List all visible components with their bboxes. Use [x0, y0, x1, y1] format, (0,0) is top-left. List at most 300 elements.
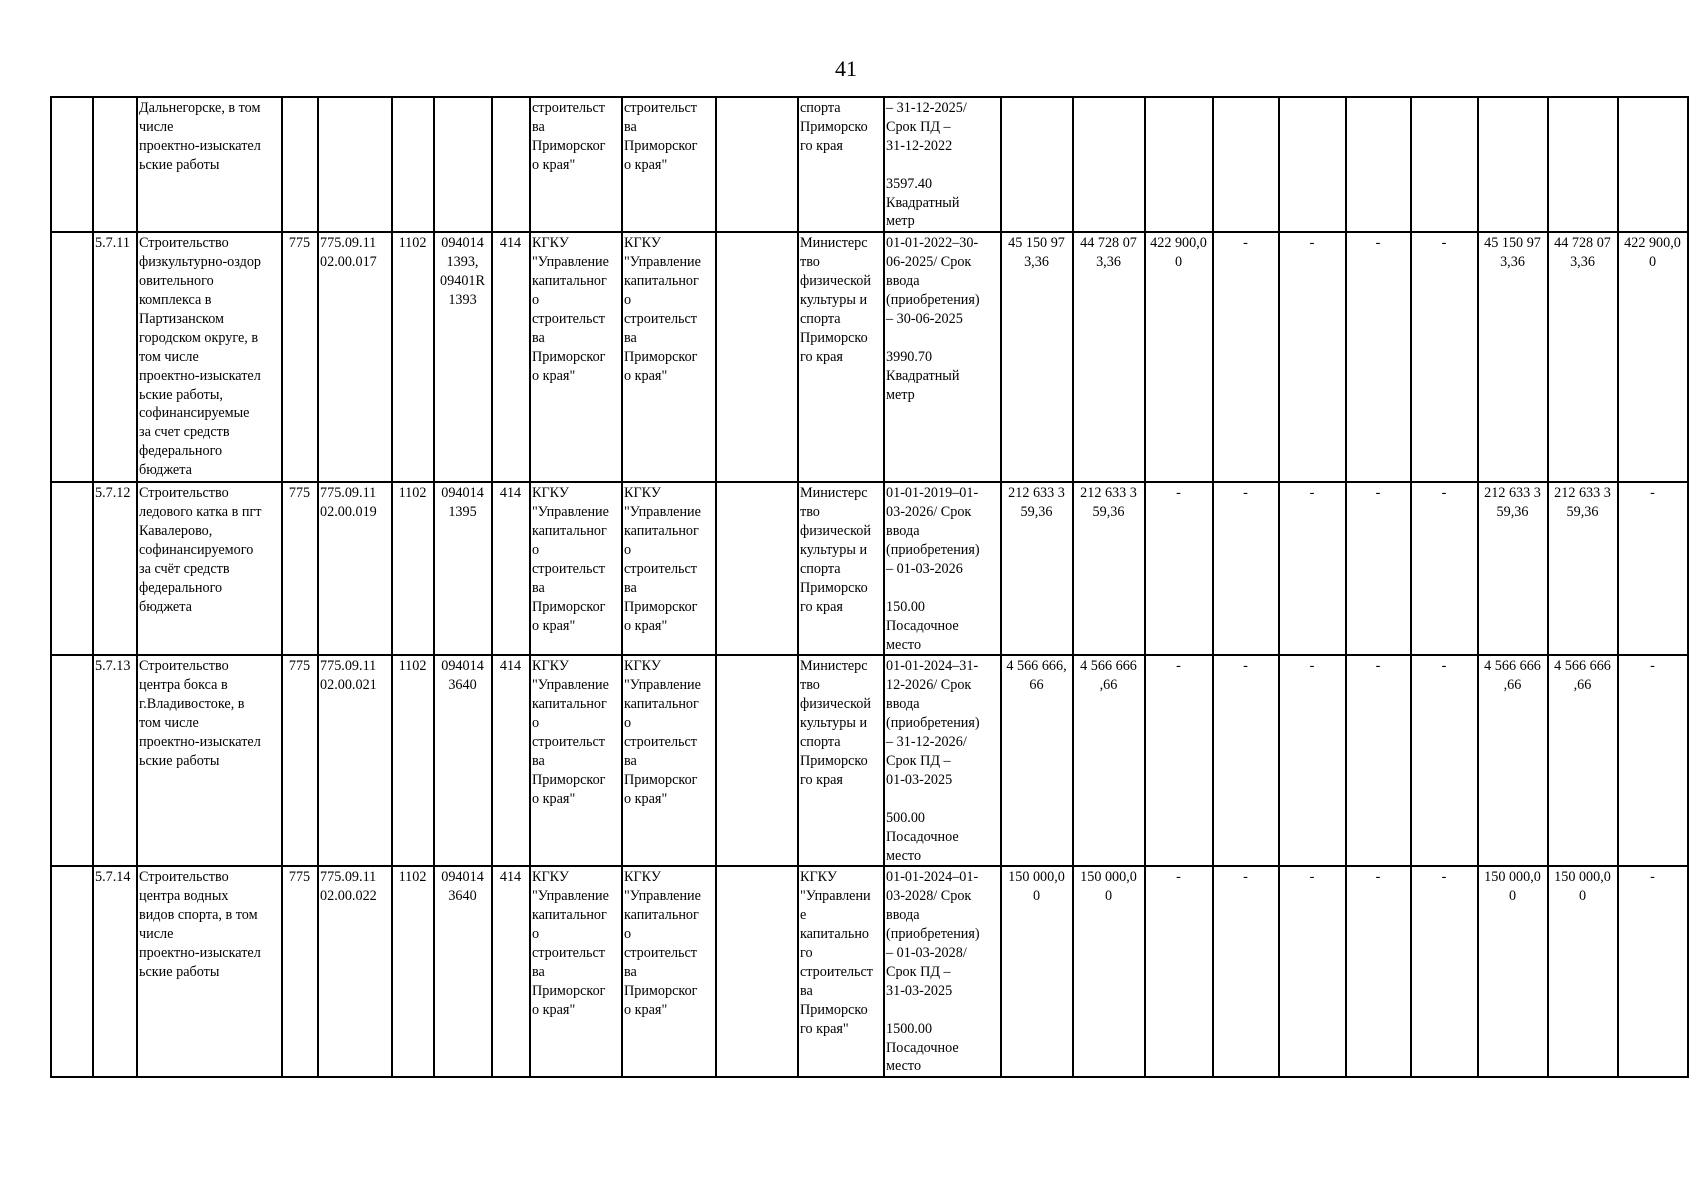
value-regional-line: -	[1176, 658, 1181, 675]
value-col4: -	[1213, 866, 1279, 1077]
object-name-line: ьские работы,	[139, 386, 223, 403]
developer-line: о края"	[624, 367, 668, 384]
customer-line: Приморског	[532, 137, 606, 154]
value-col8-line: 212 633 3	[1484, 485, 1541, 502]
value-col8-line: 4 566 666	[1484, 658, 1541, 675]
object-name	[137, 232, 282, 482]
code-section	[392, 97, 434, 232]
object-name-line: том числе	[139, 348, 199, 365]
value-col9-line: ,66	[1573, 677, 1592, 694]
customer-line: строительст	[532, 734, 605, 751]
value-col9	[1548, 866, 1618, 1077]
value-federal	[1073, 97, 1145, 232]
object-name-line: Строительство	[139, 869, 229, 886]
customer-line: Приморског	[532, 348, 606, 365]
value-col8-line: 45 150 97	[1484, 235, 1541, 252]
customer-line: "Управление	[532, 254, 609, 271]
responsible-body-line: Приморско	[800, 1001, 868, 1018]
code-article	[434, 97, 492, 232]
table-row	[51, 866, 1688, 1077]
customer-line: о края"	[532, 1001, 576, 1018]
period-capacity-line: Срок ПД –	[886, 118, 951, 135]
code-article-line: 1395	[448, 504, 477, 521]
value-regional	[1145, 232, 1213, 482]
developer-line: о края"	[624, 1001, 668, 1018]
value-total-line: 4 566 666,	[1006, 658, 1067, 675]
period-capacity-line: Посадочное	[886, 828, 959, 845]
responsible-body-line: строительст	[800, 963, 873, 980]
value-col7: -	[1411, 232, 1478, 482]
developer-line: ва	[624, 329, 637, 346]
period-capacity-line: 06-2025/ Срок	[886, 254, 972, 271]
customer-line: Приморског	[532, 982, 606, 999]
developer-line: КГКУ	[624, 485, 661, 502]
code-target	[318, 866, 392, 1077]
value-col9-line: 0	[1578, 888, 1587, 905]
empty-cell	[51, 655, 93, 866]
developer-line: "Управление	[624, 677, 701, 694]
object-name-line: проектно-изыскател	[139, 367, 261, 384]
code-target-line: 775.09.11	[320, 658, 377, 675]
customer-line: КГКУ	[532, 658, 569, 675]
empty-cell	[51, 866, 93, 1077]
value-col10	[1618, 482, 1688, 655]
object-name-line: ледового катка в пгт	[139, 504, 262, 521]
customer-line: о	[532, 292, 540, 309]
period-capacity-line: (приобретения)	[886, 926, 980, 943]
code-grbs: 775	[282, 655, 318, 866]
value-col7: -	[1411, 866, 1478, 1077]
row-number	[93, 97, 137, 232]
period-capacity-line: 01-01-2024–01-	[886, 869, 979, 886]
developer-line: КГКУ	[624, 869, 661, 886]
code-grbs: 775	[282, 482, 318, 655]
responsible-body-line: спорта	[800, 310, 841, 327]
code-section: 1102	[392, 655, 434, 866]
code-article-line: 094014	[441, 869, 484, 886]
responsible-body	[798, 482, 884, 655]
code-expense-type: 414	[492, 482, 530, 655]
developer-line: Приморског	[624, 598, 698, 615]
developer-line: Приморског	[624, 771, 698, 788]
value-col10-line: -	[1650, 485, 1655, 502]
customer	[530, 97, 622, 232]
developer-line: "Управление	[624, 254, 701, 271]
blank-cell	[716, 866, 798, 1077]
customer	[530, 482, 622, 655]
customer-line: капитальног	[532, 273, 607, 290]
value-federal	[1073, 482, 1145, 655]
object-name-line: за счет средств	[139, 424, 230, 441]
value-federal-line: 4 566 666	[1080, 658, 1137, 675]
value-total-line: 212 633 3	[1008, 485, 1065, 502]
value-col5: -	[1279, 232, 1346, 482]
value-col9-line: 4 566 666	[1554, 658, 1611, 675]
period-capacity	[884, 866, 1001, 1077]
object-name-line: Строительство	[139, 658, 229, 675]
value-col8	[1478, 97, 1548, 232]
developer-line: Приморског	[624, 982, 698, 999]
responsible-body-line: ва	[800, 982, 813, 999]
value-col9-line: 212 633 3	[1554, 485, 1611, 502]
value-col9-line: 3,36	[1570, 254, 1595, 271]
responsible-body-line: КГКУ	[800, 869, 837, 886]
value-col8-line: ,66	[1503, 677, 1522, 694]
period-capacity	[884, 232, 1001, 482]
object-name-line: Партизанском	[139, 310, 225, 327]
period-capacity-line: Квадратный	[886, 367, 960, 384]
developer-line: КГКУ	[624, 235, 661, 252]
period-capacity-line: Срок ПД –	[886, 753, 951, 769]
object-name-line: г.Владивостоке, в	[139, 696, 245, 713]
developer-line: капитальног	[624, 273, 699, 290]
value-total-line: 3,36	[1024, 254, 1049, 271]
value-regional-line: 422 900,0	[1150, 235, 1207, 252]
object-name-line: федерального	[139, 579, 223, 596]
period-capacity	[884, 655, 1001, 866]
period-capacity-line: – 01-03-2026	[886, 560, 963, 577]
period-capacity-line: Срок ПД –	[886, 963, 951, 980]
code-article-line: 094014	[441, 658, 484, 675]
value-col10	[1618, 866, 1688, 1077]
customer-line: о	[532, 926, 540, 943]
developer-line: строительст	[624, 560, 697, 577]
responsible-body-line: Министерс	[800, 235, 868, 252]
code-article-line: 09401R	[440, 273, 485, 290]
code-grbs: 775	[282, 866, 318, 1077]
period-capacity-line: 01-03-2025	[886, 771, 953, 788]
customer-line: КГКУ	[532, 235, 569, 252]
developer-line: ва	[624, 118, 637, 135]
customer-line: Приморског	[532, 598, 606, 615]
customer-line: строительст	[532, 945, 605, 962]
period-capacity-line: 03-2028/ Срок	[886, 888, 972, 905]
responsible-body-line: культуры и	[800, 292, 868, 309]
period-capacity-line: 3597.40	[886, 175, 933, 192]
period-capacity-line	[886, 156, 998, 175]
code-target-line: 775.09.11	[320, 485, 377, 502]
developer	[622, 482, 716, 655]
period-capacity-line: метр	[886, 213, 915, 230]
value-col10	[1618, 655, 1688, 866]
period-capacity-line	[886, 329, 998, 348]
period-capacity-line: 31-12-2022	[886, 137, 953, 154]
value-col7: -	[1411, 655, 1478, 866]
value-col6: -	[1346, 482, 1411, 655]
responsible-body-line: го края"	[800, 1020, 849, 1037]
object-name-line: городском округе, в	[139, 329, 259, 346]
object-name-line: проектно-изыскател	[139, 945, 261, 962]
responsible-body-line: го края	[800, 598, 843, 615]
value-federal-line: 59,36	[1092, 504, 1125, 521]
row-number: 5.7.14	[93, 866, 137, 1077]
object-name-line: софинансируемые	[139, 405, 250, 422]
period-capacity-line: 1500.00	[886, 1020, 933, 1037]
developer-line: строительст	[624, 100, 697, 116]
value-federal	[1073, 232, 1145, 482]
code-article-line: 094014	[441, 485, 484, 502]
responsible-body-line: культуры и	[800, 542, 868, 559]
customer-line: КГКУ	[532, 869, 569, 886]
customer-line: капитальног	[532, 696, 607, 713]
value-col6: -	[1346, 866, 1411, 1077]
code-article	[434, 866, 492, 1077]
empty-cell	[51, 97, 93, 232]
object-name-line: овительного	[139, 273, 214, 290]
customer-line: строительст	[532, 310, 605, 327]
object-name-line: Дальнегорске, в том	[139, 100, 261, 116]
customer-line: о края"	[532, 790, 576, 807]
code-article-line: 1393	[448, 292, 477, 309]
developer-line: Приморског	[624, 348, 698, 365]
value-federal-line: 150 000,0	[1080, 869, 1137, 886]
developer-line: строительст	[624, 945, 697, 962]
object-name-line: бюджета	[139, 462, 192, 479]
empty-cell	[51, 482, 93, 655]
table-row	[51, 232, 1688, 482]
value-regional-line: 0	[1174, 254, 1183, 271]
responsible-body-line: го края	[800, 348, 843, 365]
value-col7: -	[1411, 482, 1478, 655]
value-total-line: 45 150 97	[1008, 235, 1065, 252]
developer-line: капитальног	[624, 907, 699, 924]
customer-line: о края"	[532, 617, 576, 634]
value-col6	[1346, 97, 1411, 232]
developer-line: "Управление	[624, 888, 701, 905]
value-col8	[1478, 232, 1548, 482]
object-name	[137, 97, 282, 232]
value-col8-line: 150 000,0	[1484, 869, 1541, 886]
object-name-line: числе	[139, 118, 174, 135]
table-row	[51, 482, 1688, 655]
blank-cell	[716, 97, 798, 232]
value-total	[1001, 482, 1073, 655]
responsible-body-line: капитально	[800, 926, 870, 943]
value-federal	[1073, 866, 1145, 1077]
value-col9	[1548, 232, 1618, 482]
value-col9-line: 150 000,0	[1554, 869, 1611, 886]
customer-line: ва	[532, 579, 545, 596]
period-capacity-line: ввода	[886, 273, 920, 290]
code-target	[318, 482, 392, 655]
value-col10-line: -	[1650, 869, 1655, 886]
value-col9-line: 59,36	[1566, 504, 1599, 521]
developer	[622, 655, 716, 866]
responsible-body-line: тво	[800, 677, 820, 694]
responsible-body-line: физической	[800, 273, 871, 290]
developer-line: строительст	[624, 310, 697, 327]
responsible-body-line: го края	[800, 137, 843, 154]
value-col5	[1279, 97, 1346, 232]
value-total	[1001, 232, 1073, 482]
responsible-body-line: Приморско	[800, 753, 868, 769]
period-capacity-line	[886, 790, 998, 809]
value-federal-line: ,66	[1099, 677, 1118, 694]
value-col5: -	[1279, 482, 1346, 655]
value-col4: -	[1213, 655, 1279, 866]
value-regional-line: -	[1176, 485, 1181, 502]
row-number: 5.7.11	[93, 232, 137, 482]
period-capacity-line: (приобретения)	[886, 715, 980, 732]
responsible-body-line: Приморско	[800, 118, 868, 135]
value-total-line: 150 000,0	[1008, 869, 1065, 886]
responsible-body-line: го	[800, 945, 813, 962]
value-col10-line: 422 900,0	[1624, 235, 1681, 252]
value-col10	[1618, 97, 1688, 232]
object-name-line: комплекса в	[139, 292, 212, 309]
responsible-body-line: культуры и	[800, 715, 868, 732]
code-grbs	[282, 97, 318, 232]
responsible-body-line: тво	[800, 504, 820, 521]
customer-line: ва	[532, 329, 545, 346]
code-section: 1102	[392, 482, 434, 655]
code-target	[318, 655, 392, 866]
customer-line: КГКУ	[532, 485, 569, 502]
customer-line: о края"	[532, 156, 576, 173]
customer-line: ва	[532, 753, 545, 769]
period-capacity	[884, 97, 1001, 232]
customer-line: о края"	[532, 367, 576, 384]
value-col8	[1478, 655, 1548, 866]
object-name-line: ьские работы	[139, 753, 220, 769]
responsible-body-line: физической	[800, 523, 871, 540]
code-section: 1102	[392, 866, 434, 1077]
developer-line: о края"	[624, 156, 668, 173]
period-capacity-line: 01-01-2024–31-	[886, 658, 979, 675]
customer	[530, 655, 622, 866]
object-name-line: том числе	[139, 715, 199, 732]
responsible-body	[798, 655, 884, 866]
customer-line: капитальног	[532, 523, 607, 540]
code-target-line: 775.09.11	[320, 869, 377, 886]
value-col10-line: -	[1650, 658, 1655, 675]
value-federal	[1073, 655, 1145, 866]
object-name-line: софинансируемого	[139, 542, 254, 559]
value-total	[1001, 866, 1073, 1077]
developer-line: строительст	[624, 734, 697, 751]
responsible-body-line: го края	[800, 771, 843, 788]
value-col6: -	[1346, 232, 1411, 482]
customer-line: Приморског	[532, 771, 606, 788]
responsible-body-line: Министерс	[800, 658, 868, 675]
customer	[530, 232, 622, 482]
period-capacity-line: ввода	[886, 696, 920, 713]
code-expense-type: 414	[492, 232, 530, 482]
code-article	[434, 232, 492, 482]
period-capacity-line: место	[886, 847, 922, 864]
object-name-line: центра водных	[139, 888, 229, 905]
responsible-body-line: тво	[800, 254, 820, 271]
object-name-line: Строительство	[139, 485, 229, 502]
value-federal-line: 44 728 07	[1080, 235, 1137, 252]
object-name-line: бюджета	[139, 598, 192, 615]
developer	[622, 866, 716, 1077]
developer-line: КГКУ	[624, 658, 661, 675]
value-regional	[1145, 866, 1213, 1077]
developer-line: о	[624, 715, 632, 732]
object-name-line: за счёт средств	[139, 560, 230, 577]
value-total-line: 59,36	[1020, 504, 1053, 521]
period-capacity-line: – 31-12-2026/	[886, 734, 967, 751]
budget-table	[50, 96, 1689, 1078]
value-col9	[1548, 482, 1618, 655]
customer-line: "Управление	[532, 677, 609, 694]
value-col9	[1548, 97, 1618, 232]
value-total-line: 66	[1029, 677, 1044, 694]
period-capacity-line: (приобретения)	[886, 542, 980, 559]
code-target-line: 02.00.021	[320, 677, 377, 694]
responsible-body	[798, 866, 884, 1077]
object-name-line: ьские работы	[139, 156, 220, 173]
code-article-line: 3640	[448, 677, 477, 694]
period-capacity-line: место	[886, 1058, 922, 1075]
period-capacity-line: ввода	[886, 523, 920, 540]
code-section: 1102	[392, 232, 434, 482]
period-capacity-line: 3990.70	[886, 348, 933, 365]
object-name-line: физкультурно-оздор	[139, 254, 262, 271]
period-capacity-line: Квадратный	[886, 194, 960, 211]
code-grbs: 775	[282, 232, 318, 482]
object-name-line: проектно-изыскател	[139, 137, 261, 154]
responsible-body-line: спорта	[800, 734, 841, 751]
customer-line: ва	[532, 963, 545, 980]
table-row	[51, 97, 1688, 232]
developer-line: ва	[624, 753, 637, 769]
developer-line: о	[624, 926, 632, 943]
blank-cell	[716, 655, 798, 866]
value-col6: -	[1346, 655, 1411, 866]
period-capacity-line: метр	[886, 386, 915, 403]
object-name-line: ьские работы	[139, 963, 220, 980]
value-col7	[1411, 97, 1478, 232]
object-name	[137, 482, 282, 655]
value-federal-line: 212 633 3	[1080, 485, 1137, 502]
developer-line: ва	[624, 963, 637, 980]
responsible-body-line: физической	[800, 696, 871, 713]
value-total	[1001, 655, 1073, 866]
period-capacity-line: 31-03-2025	[886, 982, 953, 999]
value-col8-line: 59,36	[1496, 504, 1529, 521]
customer-line: капитальног	[532, 907, 607, 924]
value-regional-line: -	[1176, 869, 1181, 886]
code-article-line: 1393,	[446, 254, 479, 271]
period-capacity	[884, 482, 1001, 655]
responsible-body-line: Приморско	[800, 329, 868, 346]
value-total	[1001, 97, 1073, 232]
code-article-line: 094014	[441, 235, 484, 252]
period-capacity-line	[886, 579, 998, 598]
customer-line: "Управление	[532, 888, 609, 905]
table-row	[51, 655, 1688, 866]
object-name	[137, 866, 282, 1077]
value-col4: -	[1213, 482, 1279, 655]
customer	[530, 866, 622, 1077]
responsible-body	[798, 232, 884, 482]
code-target-line: 775.09.11	[320, 235, 377, 252]
row-number: 5.7.13	[93, 655, 137, 866]
value-federal-line: 3,36	[1096, 254, 1121, 271]
value-col10-line: 0	[1648, 254, 1657, 271]
value-regional	[1145, 655, 1213, 866]
customer-line: "Управление	[532, 504, 609, 521]
value-col9	[1548, 655, 1618, 866]
responsible-body-line: "Управлени	[800, 888, 871, 905]
customer-line: о	[532, 542, 540, 559]
developer	[622, 97, 716, 232]
period-capacity-line: место	[886, 636, 922, 653]
code-expense-type	[492, 97, 530, 232]
developer-line: о	[624, 542, 632, 559]
